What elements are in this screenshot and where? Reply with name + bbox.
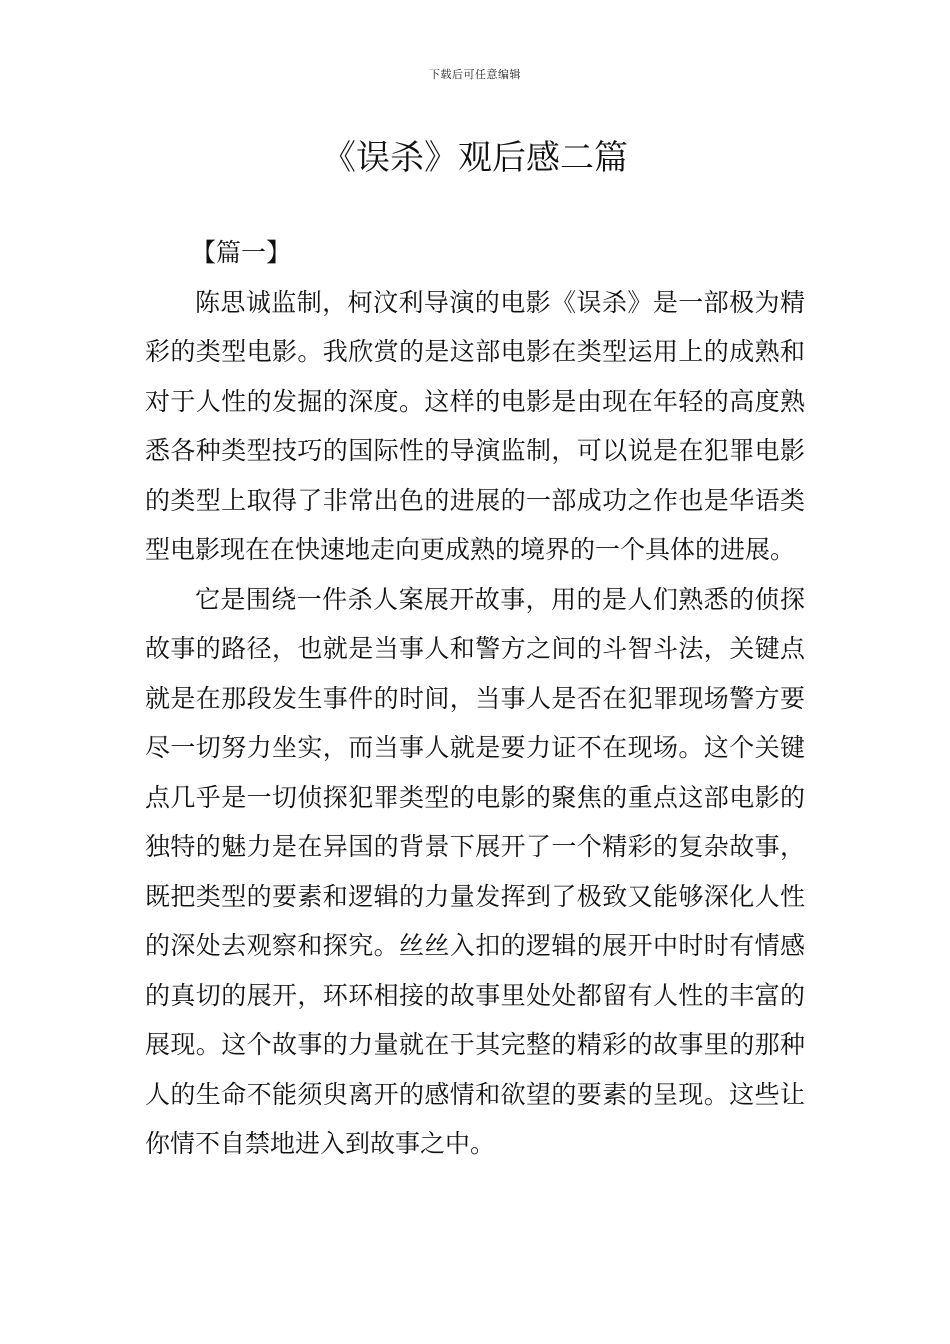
paragraph-1: 陈思诚监制，柯汶利导演的电影《误杀》是一部极为精彩的类型电影。我欣赏的是这部电影在类型运用上的成熟和对于人性的发掘的深度。这样的电影是由现在年轻的高度熟悉各种类型技巧的国际性的导演监制，可以说是在犯罪电影的类型上取得了非常出色的进展的一部成功之作也是华语类型电影现在在快速地走向更成熟的境界的一个具体的进展。 (145, 287, 805, 564)
section-label: 【篇一】 (191, 238, 292, 267)
document-title: 《误杀》观后感二篇 (322, 138, 628, 178)
header-note: 下载后可任意编辑 (429, 68, 521, 81)
paragraph-2: 它是围绕一件杀人案展开故事，用的是人们熟悉的侦探故事的路径，也就是当事人和警方之间的斗智斗法，关键点就是在那段发生事件的时间，当事人是否在犯罪现场警方要尽一切努力坐实，而当事人就是要力证不在现场。这个关键点几乎是一切侦探犯罪类型的电影的聚焦的重点这部电影的独特的魅力是在异国的背景下展开了一个精彩的复杂故事，既把类型的要素和逻辑的力量发挥到了极致又能够深化人性的深处去观察和探究。丝丝入扣的逻辑的展开中时时有情感的真切的展开，环环相接的故事里处处都留有人性的丰富的展现。这个故事的力量就在于其完整的精彩的故事里的那种人的生命不能须臾离开的感情和欲望的要素的呈现。这些让你情不自禁地进入到故事之中。 (145, 584, 805, 1158)
document-body (145, 228, 805, 1169)
